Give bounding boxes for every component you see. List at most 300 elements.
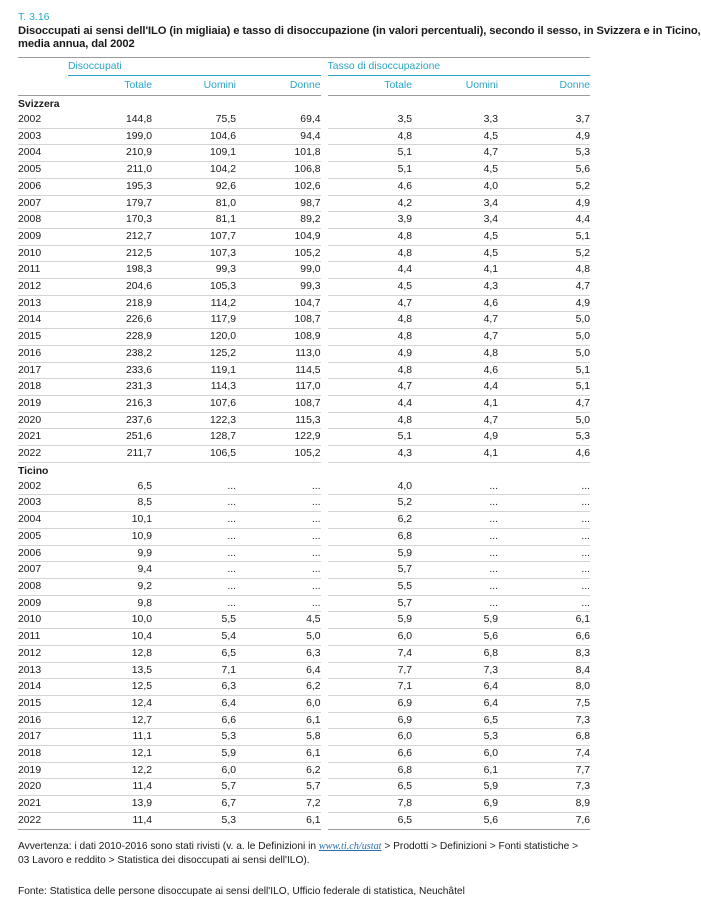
table-body: [18, 96, 590, 830]
year-cell: 2018: [18, 746, 68, 763]
value-cell: ...: [152, 595, 236, 612]
value-cell: ...: [498, 595, 590, 612]
year-cell: 2007: [18, 195, 68, 212]
year-cell: 2021: [18, 796, 68, 813]
value-cell: 8,5: [68, 495, 152, 512]
table-row: [18, 312, 590, 329]
table-row: [18, 746, 590, 763]
value-cell: 119,1: [152, 362, 236, 379]
year-cell: 2009: [18, 595, 68, 612]
table-row: [18, 429, 590, 446]
year-cell: 2011: [18, 262, 68, 279]
value-cell: 7,5: [498, 695, 590, 712]
year-cell: 2016: [18, 712, 68, 729]
value-cell: ...: [412, 595, 498, 612]
table-row: [18, 262, 590, 279]
table-row: [18, 112, 590, 128]
value-cell: 8,3: [498, 645, 590, 662]
value-cell: 3,4: [412, 195, 498, 212]
value-cell: 4,7: [412, 312, 498, 329]
value-cell: 113,0: [236, 345, 324, 362]
value-cell: 237,6: [68, 412, 152, 429]
value-cell: 5,1: [498, 362, 590, 379]
value-cell: 6,8: [324, 762, 412, 779]
source: Fonte: Statistica delle persone disoccupate ai sensi dell'ILO, Ufficio federale di statistica, Neuchâtel: [18, 885, 465, 897]
value-cell: 13,5: [68, 662, 152, 679]
value-cell: 10,9: [68, 528, 152, 545]
value-cell: 104,9: [236, 228, 324, 245]
value-cell: 4,7: [412, 412, 498, 429]
value-cell: 5,9: [412, 779, 498, 796]
column-header-men: Uomini: [152, 76, 236, 96]
value-cell: 7,1: [324, 679, 412, 696]
value-cell: 179,7: [68, 195, 152, 212]
value-cell: 4,5: [236, 612, 324, 629]
table-title-line-1: Disoccupati ai sensi dell'ILO (in migliaia) e tasso di disoccupazione (in valori percentuali), secondo il sesso, in Svizzera e in Ticino,: [18, 25, 701, 37]
value-cell: ...: [498, 578, 590, 595]
value-cell: 104,2: [152, 162, 236, 179]
year-cell: 2012: [18, 645, 68, 662]
value-cell: 109,1: [152, 145, 236, 162]
value-cell: 6,2: [324, 512, 412, 529]
year-cell: 2002: [18, 112, 68, 128]
value-cell: ...: [498, 512, 590, 529]
value-cell: ...: [412, 578, 498, 595]
table-row: [18, 479, 590, 495]
value-cell: 11,4: [68, 812, 152, 829]
value-cell: 104,7: [236, 295, 324, 312]
value-cell: 7,3: [412, 662, 498, 679]
value-cell: 7,4: [324, 645, 412, 662]
value-cell: 6,9: [412, 796, 498, 813]
value-cell: ...: [152, 562, 236, 579]
table-row: [18, 662, 590, 679]
value-cell: 5,2: [324, 495, 412, 512]
value-cell: 6,0: [412, 746, 498, 763]
column-header-rate-men: Uomini: [412, 76, 498, 96]
value-cell: 12,4: [68, 695, 152, 712]
table-row: [18, 562, 590, 579]
value-cell: 4,6: [412, 362, 498, 379]
value-cell: 3,5: [324, 112, 412, 128]
table-row: [18, 729, 590, 746]
table-row: [18, 695, 590, 712]
section-label: Ticino: [18, 465, 49, 477]
year-cell: 2019: [18, 395, 68, 412]
value-cell: 114,2: [152, 295, 236, 312]
value-cell: 6,0: [324, 629, 412, 646]
value-cell: 13,9: [68, 796, 152, 813]
table-row: [18, 412, 590, 429]
year-cell: 2004: [18, 145, 68, 162]
value-cell: 210,9: [68, 145, 152, 162]
value-cell: 5,3: [152, 812, 236, 829]
value-cell: 98,7: [236, 195, 324, 212]
table-row: [18, 612, 590, 629]
year-cell: 2002: [18, 479, 68, 495]
value-cell: 4,4: [412, 379, 498, 396]
value-cell: 6,4: [236, 662, 324, 679]
value-cell: 6,9: [324, 695, 412, 712]
value-cell: 7,1: [152, 662, 236, 679]
year-cell: 2012: [18, 279, 68, 296]
table-row: [18, 395, 590, 412]
value-cell: 9,8: [68, 595, 152, 612]
value-cell: 4,4: [498, 212, 590, 229]
value-cell: 228,9: [68, 329, 152, 346]
value-cell: ...: [236, 528, 324, 545]
year-cell: 2003: [18, 495, 68, 512]
value-cell: 7,2: [236, 796, 324, 813]
value-cell: 6,6: [498, 629, 590, 646]
value-cell: 12,7: [68, 712, 152, 729]
value-cell: 12,8: [68, 645, 152, 662]
value-cell: 4,1: [412, 446, 498, 463]
value-cell: 9,9: [68, 545, 152, 562]
table-row: [18, 279, 590, 296]
value-cell: 6,2: [236, 679, 324, 696]
value-cell: 204,6: [68, 279, 152, 296]
value-cell: 6,4: [412, 695, 498, 712]
value-cell: 99,3: [236, 279, 324, 296]
value-cell: 6,5: [412, 712, 498, 729]
table-row: [18, 545, 590, 562]
value-cell: 117,0: [236, 379, 324, 396]
value-cell: 69,4: [236, 112, 324, 128]
table-row: [18, 195, 590, 212]
value-cell: 6,1: [412, 762, 498, 779]
value-cell: 6,5: [324, 779, 412, 796]
table-row: [18, 245, 590, 262]
table-title: [18, 25, 701, 51]
value-cell: 5,2: [498, 245, 590, 262]
year-cell: 2004: [18, 512, 68, 529]
value-cell: 3,3: [412, 112, 498, 128]
value-cell: ...: [412, 512, 498, 529]
year-cell: 2010: [18, 245, 68, 262]
value-cell: 6,0: [236, 695, 324, 712]
value-cell: ...: [152, 495, 236, 512]
section-header: [18, 462, 590, 479]
value-cell: 6,8: [498, 729, 590, 746]
value-cell: ...: [152, 512, 236, 529]
table-row: [18, 528, 590, 545]
note-prefix: Avvertenza: i dati 2010-2016 sono stati rivisti (v. a. le Definizioni in: [18, 840, 319, 852]
table-row: [18, 679, 590, 696]
table-row: [18, 495, 590, 512]
table-title-line-2: media annua, dal 2002: [18, 38, 135, 50]
group-header-rate: Tasso di disoccupazione: [324, 58, 590, 76]
table-row: [18, 762, 590, 779]
value-cell: 89,2: [236, 212, 324, 229]
value-cell: 75,5: [152, 112, 236, 128]
value-cell: 120,0: [152, 329, 236, 346]
value-cell: ...: [236, 578, 324, 595]
value-cell: 4,3: [412, 279, 498, 296]
value-cell: 4,5: [412, 245, 498, 262]
value-cell: 106,5: [152, 446, 236, 463]
year-cell: 2005: [18, 162, 68, 179]
value-cell: 4,7: [412, 329, 498, 346]
value-cell: 12,5: [68, 679, 152, 696]
value-cell: 4,0: [324, 479, 412, 495]
value-cell: ...: [152, 528, 236, 545]
value-cell: 4,8: [324, 128, 412, 145]
value-cell: 108,7: [236, 312, 324, 329]
value-cell: 212,7: [68, 228, 152, 245]
value-cell: 101,8: [236, 145, 324, 162]
year-cell: 2020: [18, 412, 68, 429]
value-cell: 6,5: [324, 812, 412, 829]
value-cell: 6,6: [324, 746, 412, 763]
value-cell: 5,3: [152, 729, 236, 746]
value-cell: 4,8: [324, 412, 412, 429]
value-cell: 5,3: [498, 145, 590, 162]
value-cell: 233,6: [68, 362, 152, 379]
value-cell: 10,0: [68, 612, 152, 629]
value-cell: 8,0: [498, 679, 590, 696]
value-cell: 5,4: [152, 629, 236, 646]
group-header-empty: [18, 58, 68, 76]
value-cell: 81,1: [152, 212, 236, 229]
table-row: [18, 345, 590, 362]
table-row: [18, 162, 590, 179]
value-cell: 6,4: [152, 695, 236, 712]
value-cell: 4,7: [498, 279, 590, 296]
year-cell: 2016: [18, 345, 68, 362]
value-cell: ...: [152, 545, 236, 562]
value-cell: 251,6: [68, 429, 152, 446]
value-cell: ...: [412, 562, 498, 579]
year-cell: 2008: [18, 578, 68, 595]
note-link[interactable]: www.ti.ch/ustat: [318, 840, 382, 852]
year-cell: 2020: [18, 779, 68, 796]
value-cell: 128,7: [152, 429, 236, 446]
year-cell: 2014: [18, 312, 68, 329]
year-cell: 2021: [18, 429, 68, 446]
value-cell: 5,8: [236, 729, 324, 746]
value-cell: 11,4: [68, 779, 152, 796]
value-cell: 5,1: [324, 145, 412, 162]
value-cell: ...: [236, 595, 324, 612]
section-label: Svizzera: [18, 99, 60, 110]
value-cell: 94,4: [236, 128, 324, 145]
value-cell: 108,9: [236, 329, 324, 346]
value-cell: 7,8: [324, 796, 412, 813]
value-cell: 11,1: [68, 729, 152, 746]
year-cell: 2017: [18, 729, 68, 746]
value-cell: ...: [152, 578, 236, 595]
value-cell: 102,6: [236, 178, 324, 195]
table-row: [18, 629, 590, 646]
value-cell: 4,7: [324, 295, 412, 312]
value-cell: 6,0: [152, 762, 236, 779]
year-cell: 2006: [18, 178, 68, 195]
value-cell: 107,3: [152, 245, 236, 262]
year-cell: 2022: [18, 446, 68, 463]
value-cell: 114,3: [152, 379, 236, 396]
value-cell: 5,3: [412, 729, 498, 746]
value-cell: 5,1: [324, 162, 412, 179]
value-cell: 4,9: [498, 128, 590, 145]
value-cell: 144,8: [68, 112, 152, 128]
value-cell: 4,3: [324, 446, 412, 463]
value-cell: 8,9: [498, 796, 590, 813]
value-cell: ...: [236, 562, 324, 579]
value-cell: 5,1: [498, 228, 590, 245]
value-cell: ...: [498, 528, 590, 545]
value-cell: 5,7: [152, 779, 236, 796]
value-cell: 5,6: [412, 812, 498, 829]
table-row: [18, 578, 590, 595]
value-cell: 8,4: [498, 662, 590, 679]
value-cell: 4,4: [324, 395, 412, 412]
value-cell: 7,3: [498, 712, 590, 729]
value-cell: 5,9: [152, 746, 236, 763]
table-row: [18, 595, 590, 612]
value-cell: 5,0: [498, 329, 590, 346]
value-cell: 99,3: [152, 262, 236, 279]
value-cell: 4,0: [412, 178, 498, 195]
value-cell: 5,7: [324, 562, 412, 579]
year-cell: 2014: [18, 679, 68, 696]
value-cell: 211,7: [68, 446, 152, 463]
value-cell: 4,8: [324, 312, 412, 329]
value-cell: 105,3: [152, 279, 236, 296]
value-cell: 5,6: [498, 162, 590, 179]
value-cell: 6,4: [412, 679, 498, 696]
value-cell: 4,7: [412, 145, 498, 162]
value-cell: ...: [412, 479, 498, 495]
value-cell: ...: [236, 545, 324, 562]
value-cell: 4,9: [498, 295, 590, 312]
group-header-unemployed: Disoccupati: [68, 58, 324, 76]
table-row: [18, 145, 590, 162]
value-cell: 6,9: [324, 712, 412, 729]
value-cell: 104,6: [152, 128, 236, 145]
value-cell: 5,3: [498, 429, 590, 446]
value-cell: 6,1: [236, 746, 324, 763]
value-cell: 4,5: [412, 128, 498, 145]
value-cell: 107,7: [152, 228, 236, 245]
value-cell: 199,0: [68, 128, 152, 145]
value-cell: 6,5: [152, 645, 236, 662]
value-cell: 7,3: [498, 779, 590, 796]
year-cell: 2015: [18, 329, 68, 346]
table-row: [18, 228, 590, 245]
table-row: [18, 379, 590, 396]
value-cell: 3,9: [324, 212, 412, 229]
value-cell: 7,6: [498, 812, 590, 829]
section-header: [18, 96, 590, 113]
table-row: [18, 712, 590, 729]
value-cell: 5,9: [324, 545, 412, 562]
value-cell: 4,5: [412, 228, 498, 245]
value-cell: 6,1: [236, 712, 324, 729]
value-cell: 4,1: [412, 395, 498, 412]
value-cell: 5,6: [412, 629, 498, 646]
value-cell: 226,6: [68, 312, 152, 329]
value-cell: 6,8: [412, 645, 498, 662]
value-cell: 4,5: [324, 279, 412, 296]
value-cell: 5,9: [412, 612, 498, 629]
value-cell: 6,5: [68, 479, 152, 495]
value-cell: 3,7: [498, 112, 590, 128]
table-row: [18, 212, 590, 229]
value-cell: 92,6: [152, 178, 236, 195]
value-cell: 5,7: [324, 595, 412, 612]
value-cell: 4,6: [498, 446, 590, 463]
value-cell: 216,3: [68, 395, 152, 412]
value-cell: 4,8: [498, 262, 590, 279]
column-header-total: Totale: [68, 76, 152, 96]
value-cell: 10,1: [68, 512, 152, 529]
table-row: [18, 178, 590, 195]
value-cell: 114,5: [236, 362, 324, 379]
value-cell: 81,0: [152, 195, 236, 212]
value-cell: 5,0: [498, 412, 590, 429]
value-cell: 6,1: [498, 612, 590, 629]
year-cell: 2019: [18, 762, 68, 779]
value-cell: 117,9: [152, 312, 236, 329]
value-cell: ...: [236, 479, 324, 495]
year-cell: 2003: [18, 128, 68, 145]
value-cell: 5,0: [498, 345, 590, 362]
value-cell: 4,5: [412, 162, 498, 179]
table-row: [18, 329, 590, 346]
value-cell: 108,7: [236, 395, 324, 412]
value-cell: 9,4: [68, 562, 152, 579]
year-cell: 2013: [18, 662, 68, 679]
value-cell: ...: [236, 512, 324, 529]
year-cell: 2013: [18, 295, 68, 312]
value-cell: ...: [498, 545, 590, 562]
value-cell: 5,0: [498, 312, 590, 329]
table-row: [18, 645, 590, 662]
column-header-rate-women: Donne: [498, 76, 590, 96]
value-cell: ...: [236, 495, 324, 512]
value-cell: 4,8: [324, 228, 412, 245]
value-cell: ...: [498, 562, 590, 579]
value-cell: 5,5: [152, 612, 236, 629]
value-cell: 6,3: [236, 645, 324, 662]
year-cell: 2022: [18, 812, 68, 829]
value-cell: 170,3: [68, 212, 152, 229]
year-cell: 2015: [18, 695, 68, 712]
value-cell: 99,0: [236, 262, 324, 279]
value-cell: 7,4: [498, 746, 590, 763]
year-cell: 2006: [18, 545, 68, 562]
value-cell: 122,9: [236, 429, 324, 446]
value-cell: ...: [412, 545, 498, 562]
value-cell: ...: [412, 495, 498, 512]
year-cell: 2009: [18, 228, 68, 245]
value-cell: 4,8: [412, 345, 498, 362]
column-header-rate-total: Totale: [324, 76, 412, 96]
value-cell: 5,9: [324, 612, 412, 629]
value-cell: 5,7: [236, 779, 324, 796]
table-code: T. 3.16: [18, 11, 50, 23]
value-cell: 10,4: [68, 629, 152, 646]
value-cell: 5,5: [324, 578, 412, 595]
value-cell: 238,2: [68, 345, 152, 362]
value-cell: 106,8: [236, 162, 324, 179]
value-cell: 105,2: [236, 245, 324, 262]
value-cell: 7,7: [498, 762, 590, 779]
value-cell: 115,3: [236, 412, 324, 429]
column-header-row: [18, 76, 590, 96]
value-cell: ...: [498, 495, 590, 512]
